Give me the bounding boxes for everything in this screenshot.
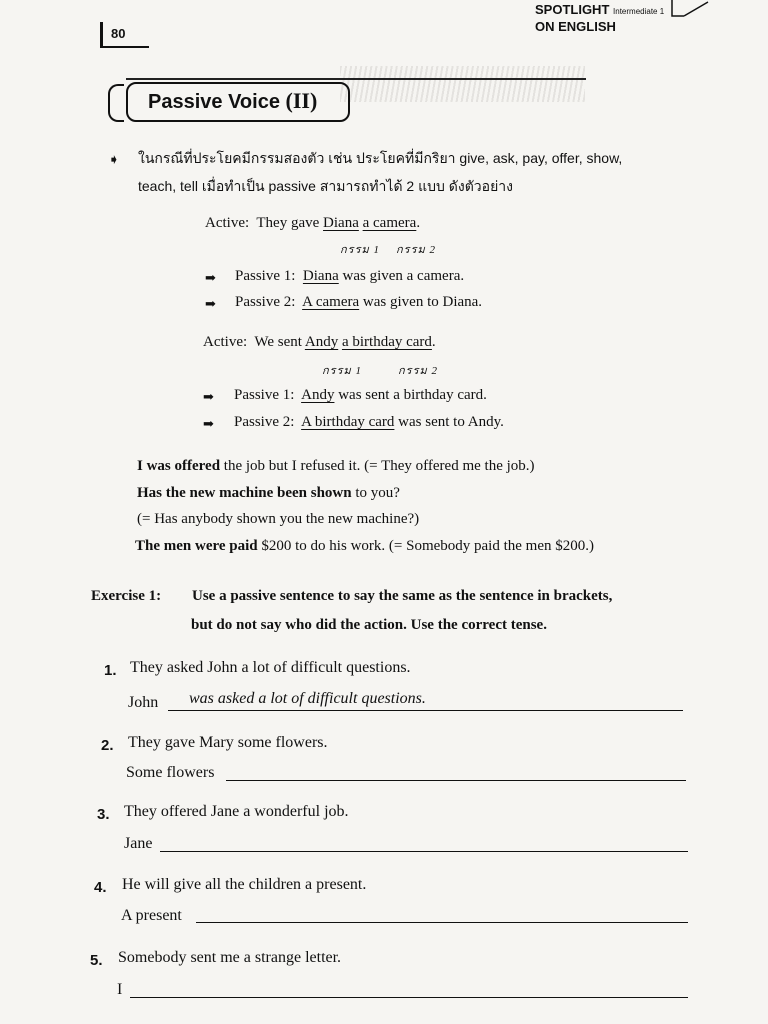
example2-obj2: a birthday card [341, 334, 432, 350]
item-start-word: John [128, 694, 159, 711]
arrow-icon: ➡ [205, 270, 216, 285]
title-bracket [108, 84, 124, 122]
example2-passive2: Passive 2: A birthday card was sent to Andy. [234, 414, 504, 430]
example1-active: Active: They gave Diana a camera. [205, 215, 421, 231]
item-sentence: He will give all the children a present. [122, 876, 367, 893]
more-example-3: (= Has anybody shown you the new machine?) [137, 511, 420, 527]
item-sentence: They gave Mary some flowers. [128, 734, 328, 751]
page-number: 80 [100, 22, 149, 48]
example1-obj1-note: กรรม 1 [340, 244, 380, 256]
item-sentence: They offered Jane a wonderful job. [124, 803, 349, 820]
item-number: 3. [97, 806, 110, 823]
example2-obj2-note: กรรม 2 [398, 365, 438, 377]
example2-obj1: Andy [304, 334, 339, 350]
intro-line-1: ในกรณีที่ประโยคมีกรรมสองตัว เช่น ประโยคที่มีกริยา give, ask, pay, offer, show, [138, 150, 623, 166]
item-start-word: I [117, 981, 123, 998]
arrow-icon: ➡ [203, 416, 214, 431]
example2-obj1-note: กรรม 1 [322, 365, 362, 377]
item-start-word: A present [121, 907, 182, 924]
item-start-word: Some flowers [126, 764, 215, 781]
example1-passive1: Passive 1: Diana was given a camera. [235, 268, 465, 284]
example1-obj1: Diana [323, 215, 359, 231]
intro-line-2: teach, tell เมื่อทำเป็น passive สามารถทำได้ 2 แบบ ดังตัวอย่าง [138, 178, 513, 194]
more-example-4: The men were paid $200 to do his work. (= Somebody paid the men $200.) [135, 538, 594, 554]
brand-line-2: ON ENGLISH [535, 19, 616, 34]
item-number: 5. [90, 952, 103, 969]
more-example-2: Has the new machine been shown to you? [137, 485, 400, 501]
answer-field[interactable] [168, 710, 683, 711]
item-sentence: They asked John a lot of difficult questions. [130, 659, 411, 676]
corner-mark-icon [670, 0, 710, 22]
page-title: Passive Voice (II) [148, 88, 318, 113]
answer-field[interactable] [130, 997, 688, 998]
exercise-label: Exercise 1: [91, 588, 162, 604]
example1-obj2-note: กรรม 2 [396, 244, 436, 256]
brand-logo-text [535, 2, 664, 34]
item-number: 4. [94, 879, 107, 896]
item-number: 1. [104, 662, 117, 679]
exercise-instruction-2: but do not say who did the action. Use the correct tense. [191, 617, 547, 633]
answer-field[interactable] [226, 780, 686, 781]
answer-field[interactable] [196, 922, 688, 923]
item-start-word: Jane [124, 835, 153, 852]
example1-obj2: a camera [362, 215, 417, 231]
bullet-icon: ➧ [108, 153, 120, 168]
item-sentence: Somebody sent me a strange letter. [118, 949, 342, 966]
answer-field[interactable] [160, 851, 688, 852]
brand-small: Intermediate 1 [613, 7, 665, 16]
arrow-icon: ➡ [203, 389, 214, 404]
arrow-icon: ➡ [205, 296, 216, 311]
example2-passive1: Passive 1: Andy was sent a birthday card. [234, 387, 487, 403]
exercise-instruction-1: Use a passive sentence to say the same as the sentence in brackets, [192, 588, 613, 604]
answer-text: was asked a lot of difficult questions. [189, 690, 426, 707]
more-example-1: I was offered the job but I refused it. (= They offered me the job.) [137, 458, 535, 474]
example2-active: Active: We sent Andy a birthday card. [203, 334, 436, 350]
title-decoration [340, 66, 585, 102]
title-rule [126, 78, 586, 80]
item-number: 2. [101, 737, 114, 754]
brand-line-1: SPOTLIGHT [535, 2, 610, 17]
example1-passive2: Passive 2: A camera was given to Diana. [235, 294, 483, 310]
